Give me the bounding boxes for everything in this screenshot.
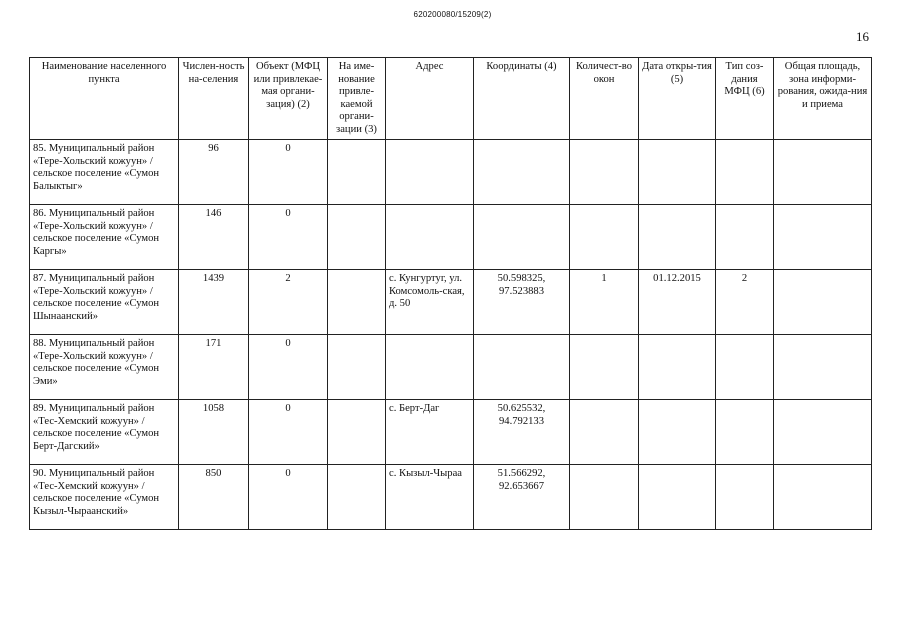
cell-population: 96: [179, 140, 249, 205]
cell-settlement-name: 90. Муниципальный район «Тес-Хемский кожуун» / сельское поселение «Сумон Кызыл-Чыраанский»: [30, 465, 179, 530]
cell-opening-date: 01.12.2015: [639, 270, 716, 335]
cell-area: [774, 140, 872, 205]
table-row: [30, 400, 872, 465]
cell-coordinates: [474, 205, 570, 270]
table-body: [30, 140, 872, 530]
cell-object: 0: [249, 400, 328, 465]
cell-coordinates: 50.598325, 97.523883: [474, 270, 570, 335]
cell-mfc-type: [716, 205, 774, 270]
cell-opening-date: [639, 140, 716, 205]
cell-mfc-type: [716, 400, 774, 465]
cell-org-name: [328, 270, 386, 335]
cell-opening-date: [639, 465, 716, 530]
cell-settlement-name: 85. Муниципальный район «Тере-Хольский кожуун» / сельское поселение «Сумон Балыктыг»: [30, 140, 179, 205]
cell-area: [774, 400, 872, 465]
cell-org-name: [328, 205, 386, 270]
header-row: [30, 58, 872, 140]
cell-windows: 1: [570, 270, 639, 335]
cell-coordinates: 51.566292, 92.653667: [474, 465, 570, 530]
cell-mfc-type: [716, 465, 774, 530]
document-id: 620200080/15209(2): [413, 10, 492, 19]
cell-settlement-name: 87. Муниципальный район «Тере-Хольский кожуун» / сельское поселение «Сумон Шынаанский»: [30, 270, 179, 335]
header-settlement-name: Наименование населенного пункта: [30, 58, 179, 140]
cell-settlement-name: 88. Муниципальный район «Тере-Хольский кожуун» / сельское поселение «Сумон Эми»: [30, 335, 179, 400]
header-address: Адрес: [386, 58, 474, 140]
cell-opening-date: [639, 400, 716, 465]
header-object: Объект (МФЦ или привлекае-мая органи-зация) (2): [249, 58, 328, 140]
table-row: [30, 335, 872, 400]
cell-object: 0: [249, 205, 328, 270]
header-area: Общая площадь, зона информи-рования, ожида-ния и приема: [774, 58, 872, 140]
cell-org-name: [328, 465, 386, 530]
cell-address: [386, 140, 474, 205]
cell-settlement-name: 89. Муниципальный район «Тес-Хемский кожуун» / сельское поселение «Сумон Берт-Дагский»: [30, 400, 179, 465]
table-row: [30, 205, 872, 270]
cell-windows: [570, 205, 639, 270]
cell-mfc-type: [716, 140, 774, 205]
header-opening-date: Дата откры-тия (5): [639, 58, 716, 140]
cell-object: 2: [249, 270, 328, 335]
cell-population: 1439: [179, 270, 249, 335]
mfc-registry-table: [29, 57, 872, 530]
cell-mfc-type: 2: [716, 270, 774, 335]
cell-windows: [570, 335, 639, 400]
cell-coordinates: [474, 140, 570, 205]
cell-address: с. Берт-Даг: [386, 400, 474, 465]
cell-address: [386, 335, 474, 400]
cell-population: 171: [179, 335, 249, 400]
page-number: 16: [856, 29, 869, 44]
table-row: [30, 270, 872, 335]
cell-org-name: [328, 400, 386, 465]
header-org-name: На име-нование привле-каемой органи-зации (3): [328, 58, 386, 140]
cell-windows: [570, 140, 639, 205]
cell-coordinates: 50.625532, 94.792133: [474, 400, 570, 465]
table-row: [30, 465, 872, 530]
cell-address: [386, 205, 474, 270]
header-windows: Количест-во окон: [570, 58, 639, 140]
table-row: [30, 140, 872, 205]
cell-population: 146: [179, 205, 249, 270]
cell-area: [774, 335, 872, 400]
cell-opening-date: [639, 205, 716, 270]
cell-mfc-type: [716, 335, 774, 400]
header-population: Числен-ность на-селения: [179, 58, 249, 140]
cell-address: с. Кызыл-Чыраа: [386, 465, 474, 530]
cell-object: 0: [249, 140, 328, 205]
cell-opening-date: [639, 335, 716, 400]
cell-windows: [570, 400, 639, 465]
cell-area: [774, 205, 872, 270]
cell-coordinates: [474, 335, 570, 400]
cell-address: с. Кунгуртуг, ул. Комсомоль-ская, д. 50: [386, 270, 474, 335]
header-coordinates: Координаты (4): [474, 58, 570, 140]
cell-org-name: [328, 335, 386, 400]
cell-area: [774, 465, 872, 530]
cell-settlement-name: 86. Муниципальный район «Тере-Хольский кожуун» / сельское поселение «Сумон Каргы»: [30, 205, 179, 270]
cell-population: 850: [179, 465, 249, 530]
cell-area: [774, 270, 872, 335]
cell-object: 0: [249, 335, 328, 400]
header-mfc-type: Тип соз-дания МФЦ (6): [716, 58, 774, 140]
cell-org-name: [328, 140, 386, 205]
cell-windows: [570, 465, 639, 530]
cell-population: 1058: [179, 400, 249, 465]
cell-object: 0: [249, 465, 328, 530]
